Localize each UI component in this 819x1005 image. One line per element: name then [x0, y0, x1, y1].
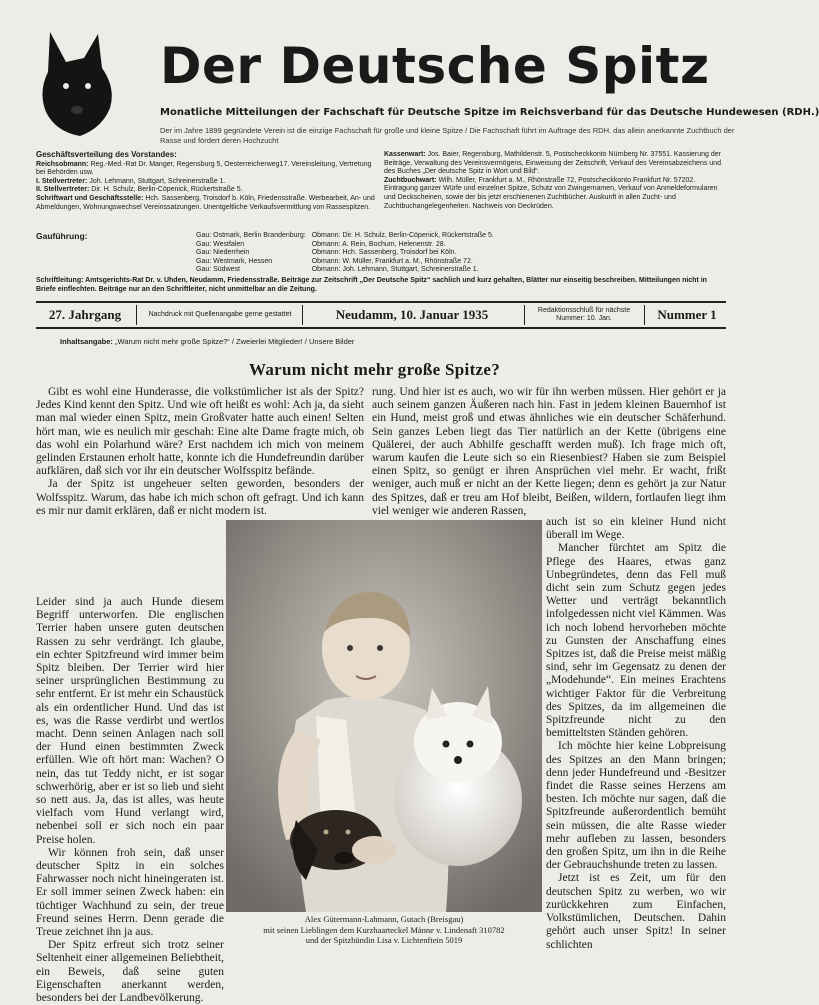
- child-with-dogs-image: [226, 520, 542, 912]
- board-heading: Geschäftsverteilung des Vorstandes:: [36, 150, 177, 159]
- paragraph: Ja der Spitz ist ungeheuer selten geworden, besonders der Wolfsspitz. Warum, das habe ich mich schon oft gefragt. Und ich kann es mir nur damit erklären, daß er nicht modern ist.: [36, 478, 364, 517]
- masthead-subtitle: Monatliche Mitteilungen der Fachschaft für Deutsche Spitze im Reichsverband für das Deutsche Hundewesen (RDH.): [160, 107, 819, 118]
- article-column-right-top: [372, 386, 726, 516]
- masthead-title: Der Deutsche Spitz: [160, 37, 710, 95]
- gau-row: Gau: Westmark, Hessen Obmann: W. Müller, Frankfurt a. M., Rhönstraße 72.: [196, 257, 473, 265]
- photo-caption: [206, 914, 562, 946]
- paragraph: Der Spitz erfreut sich trotz seiner Seltenheit einer allgemeinen Beliebtheit, ein Beweis, daß seine guten Eigenschaften anerkannt werden, besonders bei der Landbevölkerung.: [36, 939, 224, 1005]
- gau-row: Gau: Westfalen Obmann: A. Rein, Bochum, Helenenstr. 28.: [196, 240, 446, 248]
- issue-jahrgang: 27. Jahrgang: [48, 307, 122, 322]
- issue-redaktionsschluss: Redaktionsschluß für nächste Nummer: 10. Jan.: [537, 307, 631, 322]
- paragraph: Wir können froh sein, daß unser deutscher Spitz in ein solches Fahrwasser noch nicht hineingeraten ist. Er soll immer seinen Zweck haben: ein tüchtiger Wachhund zu sein, der treue Freund seines Herrn. Denn gerade die Treue zeichnet ihn ja aus.: [36, 846, 224, 939]
- paragraph: Leider sind ja auch Hunde diesem Begriff unterworfen. Die englischen Terrier haben unsere guten deutschen Rassen zu sehr verdrängt. Ich glaube, ein echter Spitzfreund wird immer beim Spitz bleiben. Der Terrier wird hier seiner ursprünglichen Bestimmung zu sehr entfernt. Er ist mehr ein Schaustück als ein ordentlicher Hund. Und das ist es, was die Rasse verdirbt und wertlos macht. Denn seinen Anlagen nach soll der Hund einen bestimmten Zweck erfüllen. Wie oft hört man: Wachen? O nein, das tut Teddy nicht, er ist sogar schwerhörig, aber er ist so lieb und sieht so nett aus. Ja, das ist alles, was heute vielfach vom Hund verlangt wird, nebenbei soll er sich noch ein paar Preise holen.: [36, 596, 224, 846]
- gau-table: [196, 232, 500, 275]
- paragraph: rung. Und hier ist es auch, wo wir für ihn werben müssen. Hier gehört er ja auch seinem ganzen Äußeren nach hin. Fast in jedem kleinen Bauernhof ist ein Hund, meist groß und etwas ähnliches wie ein deutscher Schäferhund. Sein ganzes Leben liegt das Tier natürlich an der Kette (übrigens eine Quälerei, der auch Abhilfe geschafft werden muß). Ich frage mich oft, warum kaufen die Leute sich so ein Riesenbiest? Haben sie zum Beispiel einen Spitz, so genügt er ihren Ansprüchen viel mehr. Er wacht, frißt weniger, auch muß er nicht an der Kette liegen; denn es gehört ja zur Natur des Spitzes, daß er treu am Hof bleibt, Beißen, wildern, fortlaufen liegt ihm viel weniger wie anderen Rassen,: [372, 386, 726, 517]
- masthead-note: Der im Jahre 1899 gegründete Verein ist die einzige Fachschaft für große und kleine Spitze / Die Fachschaft führt im Auftrage des RDH. das allein anerkannte Zuchtbuch der Rasse und fördert deren Hochzucht: [160, 126, 735, 145]
- board-entry: Reichsobmann: Reg.-Med.-Rat Dr. Manger, Regensburg 5, Oesterreicherweg17. Vereinsleitung, Vertretung bei Behörden usw.: [36, 160, 372, 177]
- gau-section: [36, 232, 726, 278]
- caption-line: mit seinen Lieblingen dem Kurzhaarteckel Männe v. Lindenaft 310782: [263, 924, 505, 935]
- issue-date: Neudamm, 10. Januar 1935: [335, 307, 489, 322]
- article-column-left-bottom: [36, 596, 224, 1005]
- gau-row: Gau: Südwest Obmann: Joh. Lehmann, Stuttgart, Schreinerstraße 1.: [196, 266, 479, 274]
- paragraph: Jetzt ist es Zeit, um für den deutschen Spitz zu werben, wo wir zurückkehren zum Einfachen, Volkstümlichen, Deutschen. Dahin gehört auch unser Spitz! In seiner schlichten: [546, 872, 726, 951]
- portrait-photo: [226, 520, 542, 912]
- issue-bar: [36, 301, 726, 329]
- paragraph: Ich möchte hier keine Lobpreisung des Spitzes an den Mann bringen; denn jeder Hundefreund und -Besitzer findet die Rasse seines Herzens am besten. Ich möchte nur sagen, daß die Spitzfreunde außerordentlich bemüht sein müssen, die alte Rasse wieder mehr aufleben zu lassen, besonders den großen Spitz, um ihn in die Reihe der Gebrauchshunde treten zu lassen.: [546, 740, 726, 872]
- gau-row: Gau: Niederrhein Obmann: Hch. Sassenberg, Troisdorf bei Köln.: [196, 249, 457, 257]
- board-entry: I. Stellvertreter: Joh. Lehmann, Stuttgart, Schreinerstraße 1.: [36, 177, 226, 185]
- caption-line: Alex Gütermann-Lahmann, Gutach (Breisgau): [304, 914, 464, 924]
- spitz-head-logo-icon: [36, 28, 118, 138]
- board-entry: Schriftwart und Geschäftsstelle: Hch. Sassenberg, Troisdorf b. Köln, Friedensstraße. Werbearbeit, An- und Abmeldungen, Wohnungswechsel Vereinssatzungen. Unentgeltliche Verkaufsvermittlung von Rassespitzen.: [36, 194, 375, 211]
- board-entry: II. Stellvertreter: Dir. H. Schulz, Berlin-Cöpenick, Rückertstraße 5.: [36, 186, 243, 194]
- schriftleitung-notice: Schriftleitung: Amtsgerichts-Rat Dr. v. Uhden, Neudamm, Friedensstraße. Beiträge zur Zeitschrift „Der Deutsche Spitz“ sachlich und kurz gehalten, Blätter nur einseitig beschreiben. Mitteilungen nicht in Briefe einflechten. Beiträge nur an den Schriftleiter, nicht unmittelbar an die Zeitung.: [36, 277, 707, 293]
- board-left-column: [36, 151, 376, 212]
- paragraph: auch ist so ein kleiner Hund nicht überall im Wege.: [546, 516, 726, 542]
- issue-nachdruck: Nachdruck mit Quellenangabe gerne gestattet: [148, 311, 292, 318]
- table-of-contents: Inhaltsangabe: „Warum nicht mehr große Spitze?“ / Zweierlei Mitglieder! / Unsere Bilder: [60, 337, 355, 346]
- gau-label: Gauführung:: [36, 231, 88, 241]
- paragraph: Mancher fürchtet am Spitz die Pflege des Haares, etwas ganz Unbegründetes, denn das Fell muß dicht sein zum Schutz gegen jedes Wetter und verträgt bekanntlich infolgedessen nicht viel Kämmen. Was ich noch lobend hervorheben möchte zu Gunsten der Anschaffung eines Spitzes ist, daß die Preise meist mäßig sind, sehr im Gegensatz zu denen der „Modehunde“. Ein meines Erachtens wichtiger Faktor für die Verbreitung des Spitzes, da im allgemeinen die Spitzfreunde nicht zu den bemitteltsten Ständen gehören.: [546, 542, 726, 740]
- article-title: Warum nicht mehr große Spitze?: [248, 360, 501, 379]
- caption-line: und der Spitzhündin Lisa v. Lichtenftein 5019: [305, 935, 463, 945]
- gau-row: Gau: Ostmark, Berlin Brandenburg: Obmann: Dir. H. Schulz, Berlin-Cöpenick, Rückertstraße 5.: [196, 232, 494, 239]
- board-entry: Kassenwart: Jos. Baier, Regensburg, Mathildenstr. 5, Postscheckkonto Nürnberg Nr. 37551. Kassierung der Beiträge, Verwaltung des Vereinsvermögens, Einweisung der Zeitschrift, Verkauf des Vereinsabzeichens und des Buches „Der deutsche Spitz in Wort und Bild“.: [384, 151, 721, 176]
- board-right-column: [384, 151, 726, 211]
- article-column-right-bottom: [546, 516, 726, 986]
- paragraph: Gibt es wohl eine Hunderasse, die volkstümlicher ist als der Spitz? Jedes Kind kennt den Spitz. Und wie oft heißt es wohl: Ach ja, da sieht man mal wieder einen Spitz, mein Großvater hatte auch einen! Selten hört man, wie es neulich mir geschah: Eine alte Dame fragte mich, ob das wohl ein Polarhund wäre? Erst nachdem ich mich von meinem gelinden Erstaunen erholt hatte, konnte ich die Hundefreundin darüber aufklären, daß sich vor ihr ein deutscher Wolfsspitz befände.: [36, 386, 364, 478]
- issue-nummer: Nummer 1: [657, 307, 717, 322]
- board-entry: Zuchtbuchwart: Wilh. Müller, Frankfurt a. M., Rhönstraße 72, Postscheckkonto Frankfurt Nr. 57202. Eintragung ganzer Würfe und einzelner Spitze, Schutz von Zwingernamen, Verkauf von Anmeldeformularen und Deckscheinen, sowie der bis jetzt erschienenen Zuchtbücher. Auskunft in allen Zucht- und Zuchtbuchangelegenheiten. Nachweis von Deckrüden.: [384, 176, 718, 210]
